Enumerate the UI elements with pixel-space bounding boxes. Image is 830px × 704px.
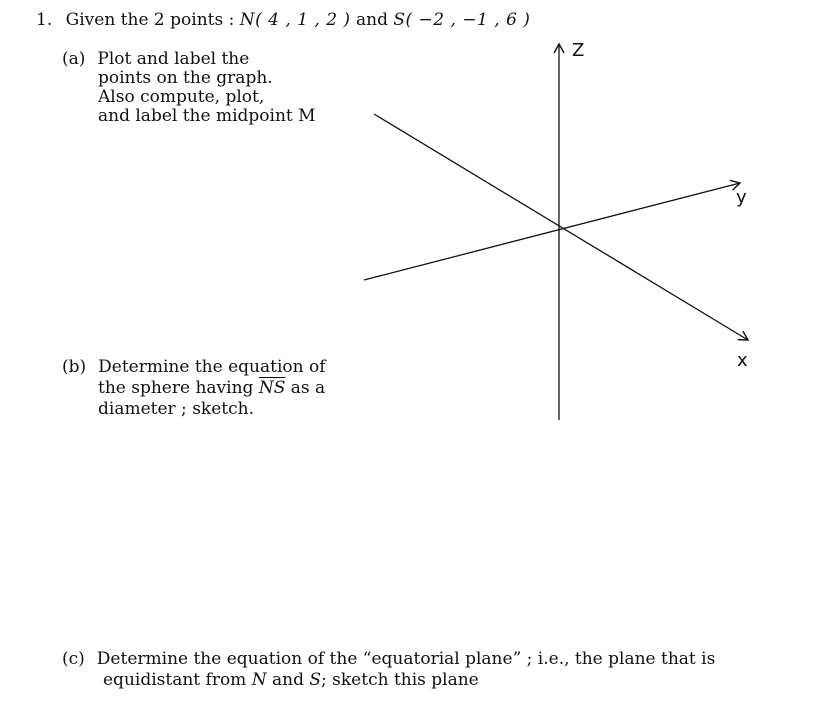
part-c-text-1: Determine the equation of the “equatorial plane” ; i.e., the plane that is	[96, 649, 716, 669]
part-c-tag: (c)	[62, 649, 85, 669]
y-axis-label: y	[736, 187, 747, 208]
x-axis-label: x	[737, 350, 748, 371]
point-s: S( −2 , −1 , 6 )	[393, 10, 531, 30]
segment-ns: $\overline{NS}$	[258, 378, 286, 398]
part-b-line-3: diameter ; sketch.	[98, 399, 254, 419]
x-axis	[374, 114, 748, 340]
connector-and: and	[355, 10, 388, 30]
part-c-text-2-pre: equidistant from	[103, 670, 247, 690]
part-c-point-n: N	[251, 670, 267, 690]
part-c-point-s: S	[309, 670, 322, 690]
part-b-text-1: Determine the equation of	[98, 357, 326, 377]
part-b-text-2-pre: the sphere having	[98, 378, 254, 398]
part-b-tag: (b)	[62, 357, 87, 377]
part-a-line-4: and label the midpoint M	[98, 106, 316, 126]
y-axis	[364, 183, 740, 280]
part-c-and: and	[271, 670, 304, 690]
question-prompt: Given the 2 points :	[65, 10, 235, 30]
z-axis-label: Z	[572, 40, 585, 61]
part-c-text-2-post: ; sketch this plane	[321, 670, 479, 690]
part-a-tag: (a)	[62, 49, 86, 69]
part-a-line-2: points on the graph.	[98, 68, 273, 88]
question-number: 1.	[36, 10, 53, 30]
point-n: N( 4 , 1 , 2 )	[239, 10, 351, 30]
part-a-line-3: Also compute, plot,	[98, 87, 265, 107]
part-a-text-1: Plot and label the	[97, 49, 250, 69]
part-b-text-2-post: as a	[290, 378, 326, 398]
